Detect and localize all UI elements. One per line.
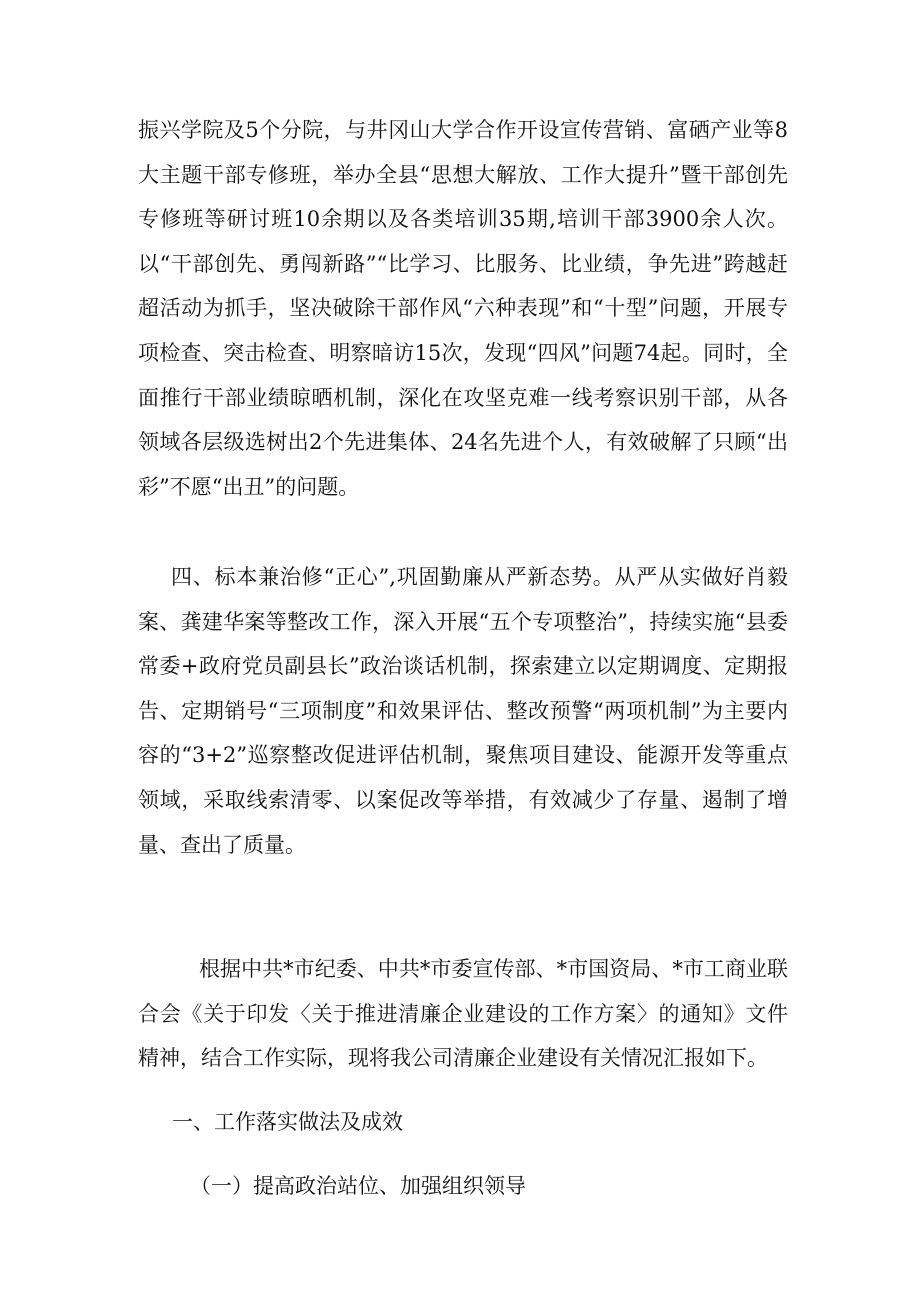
paragraph-cadre-training: 振兴学院及5个分院，与井冈山大学合作开设宣传营销、富硒产业等8大主题干部专修班，举办全县“思想大解放、工作大提升”暨干部创先专修班等研讨班10余期以及各类培训35期,培训干部3900余人次。以“干部创先、勇闯新路”“比学习、比服务、比业绩，争先进”跨越赶超活动为抓手，坚决破除干部作风“六种表现”和“十型”问题，开展专项检查、突击检查、明察暗访15次，发现“四风”问题74起。同时，全面推行干部业绩晾晒机制，深化在攻坚克难一线考察识别干部，从各领域各层级选树出2个先进集体、24名先进个人，有效破解了只顾“出彩”不愿“出丑”的问题。 — [138, 118, 788, 499]
section-heading: 一、工作落实做法及成效 — [172, 1110, 403, 1134]
subsection-heading: （一）提高政治站位、加强组织领导 — [190, 1174, 526, 1198]
paragraph-report-intro: 根据中共*市纪委、中共*市委宣传部、*市国资局、*市工商业联合会《关于印发〈关于推进清廉企业建设的工作方案〉的通知》文件精神，结合工作实际，现将我公司清廉企业建设有关情况汇报如下。 — [138, 957, 788, 1071]
paragraph-integrity-rectification: 四、标本兼治修“正心”,巩固勤廉从严新态势。从严从实做好肖毅案、龚建华案等整改工作，深入开展“五个专项整治”，持续实施“县委常委+政府党员副县长”政治谈话机制，探索建立以定期调度、定期报告、定期销号“三项制度”和效果评估、整改预警“两项机制”为主要内容的“3+2”巡察整改促进评估机制，聚焦项目建设、能源开发等重点领域，采取线索清零、以案促改等举措，有效减少了存量、遏制了增量、查出了质量。 — [138, 565, 788, 857]
